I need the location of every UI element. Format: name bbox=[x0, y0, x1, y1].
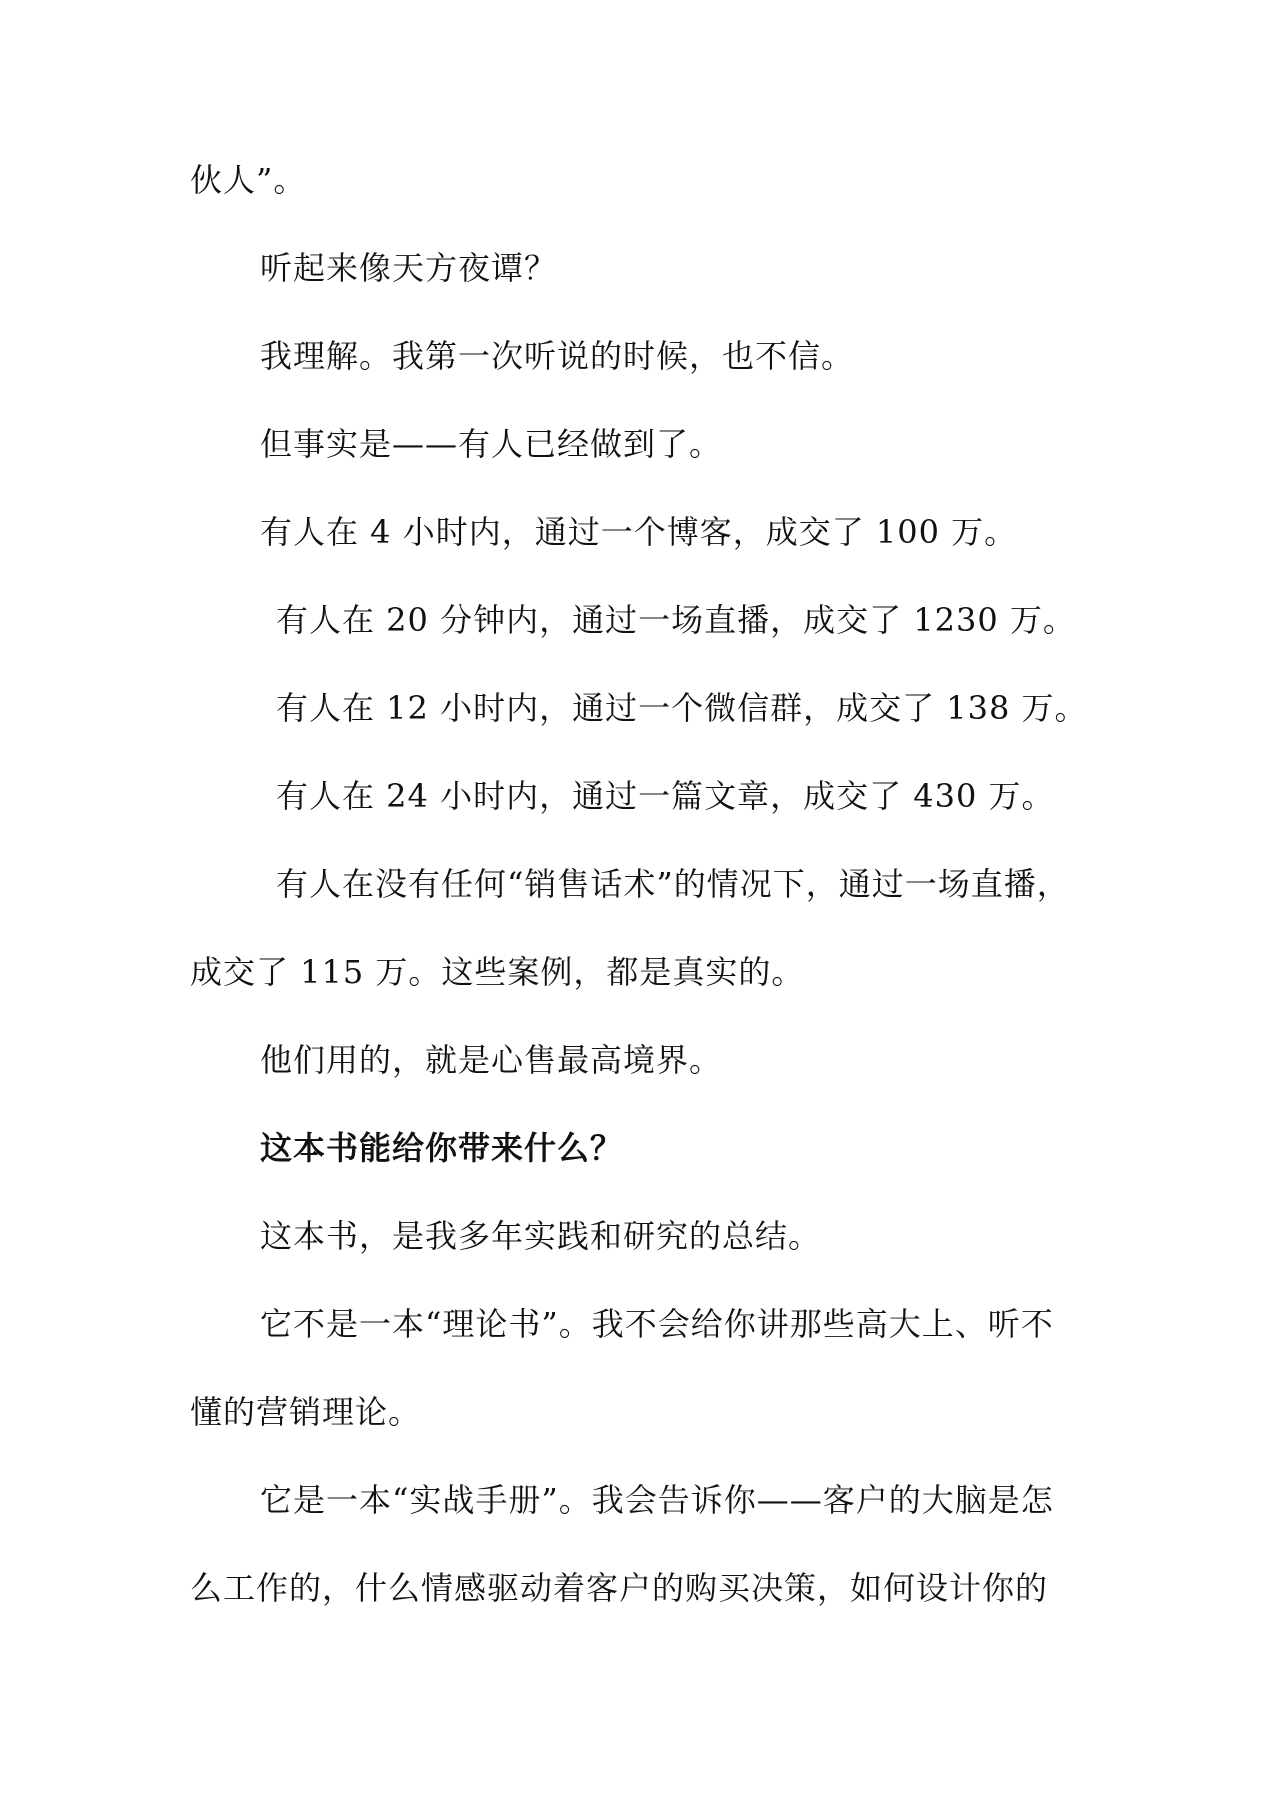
paragraph-line: 伙人”。 bbox=[190, 161, 307, 199]
paragraph-line: 么工作的，什么情感驱动着客户的购买决策，如何设计你的 bbox=[190, 1569, 1049, 1607]
paragraph-line: 他们用的，就是心售最高境界。 bbox=[260, 1041, 723, 1079]
paragraph-line: 有人在 12 小时内，通过一个微信群，成交了 138 万。 bbox=[276, 689, 1088, 727]
paragraph-line: 有人在没有任何“销售话术”的情况下，通过一场直播， bbox=[276, 865, 1070, 903]
paragraph-line: 它不是一本“理论书”。我不会给你讲那些高大上、听不 bbox=[260, 1305, 1054, 1343]
paragraph-line: 懂的营销理论。 bbox=[190, 1393, 422, 1431]
paragraph-line: 有人在 20 分钟内，通过一场直播，成交了 1230 万。 bbox=[276, 601, 1076, 639]
section-heading: 这本书能给你带来什么？ bbox=[260, 1129, 624, 1167]
paragraph-line: 这本书，是我多年实践和研究的总结。 bbox=[260, 1217, 822, 1255]
paragraph-line: 我理解。我第一次听说的时候，也不信。 bbox=[260, 337, 855, 375]
paragraph-line: 听起来像天方夜谭？ bbox=[260, 249, 558, 287]
paragraph-line: 有人在 24 小时内，通过一篇文章，成交了 430 万。 bbox=[276, 777, 1055, 815]
paragraph-line: 有人在 4 小时内，通过一个博客，成交了 100 万。 bbox=[260, 513, 1018, 551]
paragraph-line: 它是一本“实战手册”。我会告诉你——客户的大脑是怎 bbox=[260, 1481, 1054, 1519]
paragraph-line: 但事实是——有人已经做到了。 bbox=[260, 425, 723, 463]
paragraph-line: 成交了 115 万。这些案例，都是真实的。 bbox=[190, 953, 805, 991]
